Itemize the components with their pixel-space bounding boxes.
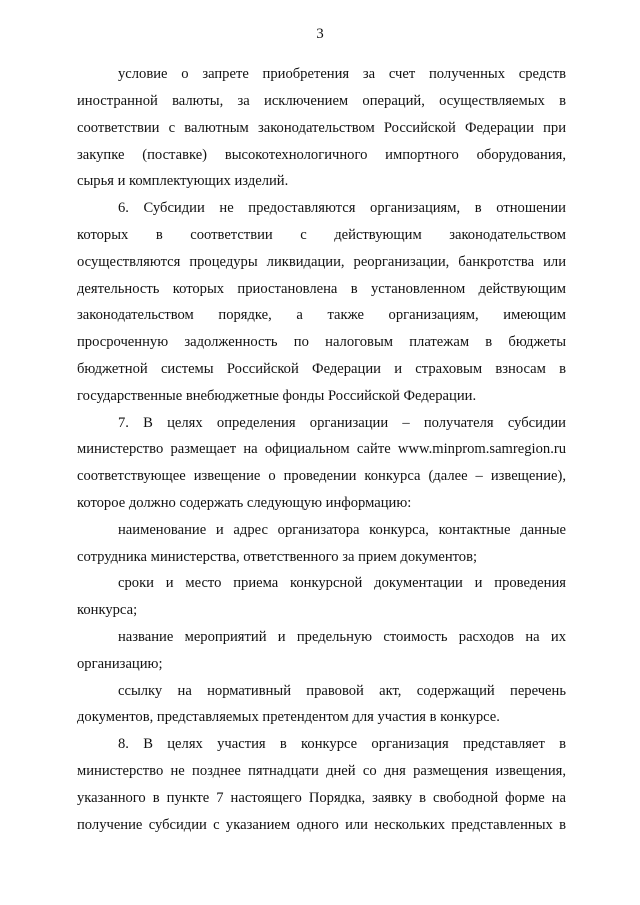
text-line: соответствующее извещение о проведении конкурса (далее – извещение), [77,468,566,484]
text-line: название мероприятий и предельную стоимость расходов на их [118,629,566,645]
text-line: которое должно содержать следующую информацию: [77,495,412,511]
text-line: иностранной валюты, за исключением операций, осуществляемых в [77,93,566,109]
text-line: государственные внебюджетные фонды Российской Федерации. [77,388,477,404]
text-line: получение субсидии с указанием одного или нескольких представленных в [77,817,566,833]
text-line: сроки и место приема конкурсной документации и проведения [118,575,566,591]
text-line: закупке (поставке) высокотехнологичного импортного оборудования, [77,147,566,163]
text-line: документов, представляемых претендентом для участия в конкурсе. [77,709,500,725]
text-line: конкурса; [77,602,138,618]
text-line: сырья и комплектующих изделий. [77,173,289,189]
text-line: 8. В целях участия в конкурсе организация представляет в [118,736,566,752]
text-line: условие о запрете приобретения за счет полученных средств [118,66,566,82]
text-line: соответствии с валютным законодательством Российской Федерации при [77,120,566,136]
text-line: указанного в пункте 7 настоящего Порядка, заявку в свободной форме на [77,790,566,806]
text-line: 6. Субсидии не предоставляются организациям, в отношении [118,200,566,216]
text-line: организацию; [77,656,163,672]
page-number: 3 [316,26,324,42]
text-line: законодательством порядке, а также организациям, имеющим [77,307,566,323]
text-line: сотрудника министерства, ответственного за прием документов; [77,549,478,565]
text-line: просроченную задолженность по налоговым платежам в бюджеты [77,334,566,350]
text-line: деятельность которых приостановлена в установленном действующим [77,281,566,297]
text-line: министерство не позднее пятнадцати дней со дня размещения извещения, [77,763,566,779]
text-line: министерство размещает на официальном сайте www.minprom.samregion.ru [77,441,566,457]
text-line: бюджетной системы Российской Федерации и страховым взносам в [77,361,566,377]
text-line: наименование и адрес организатора конкурса, контактные данные [118,522,566,538]
text-line: осуществляются процедуры ликвидации, реорганизации, банкротства или [77,254,566,270]
text-line: 7. В целях определения организации – получателя субсидии [118,415,566,431]
text-line: которых в соответствии с действующим законодательством [77,227,566,243]
text-line: ссылку на нормативный правовой акт, содержащий перечень [118,683,566,699]
